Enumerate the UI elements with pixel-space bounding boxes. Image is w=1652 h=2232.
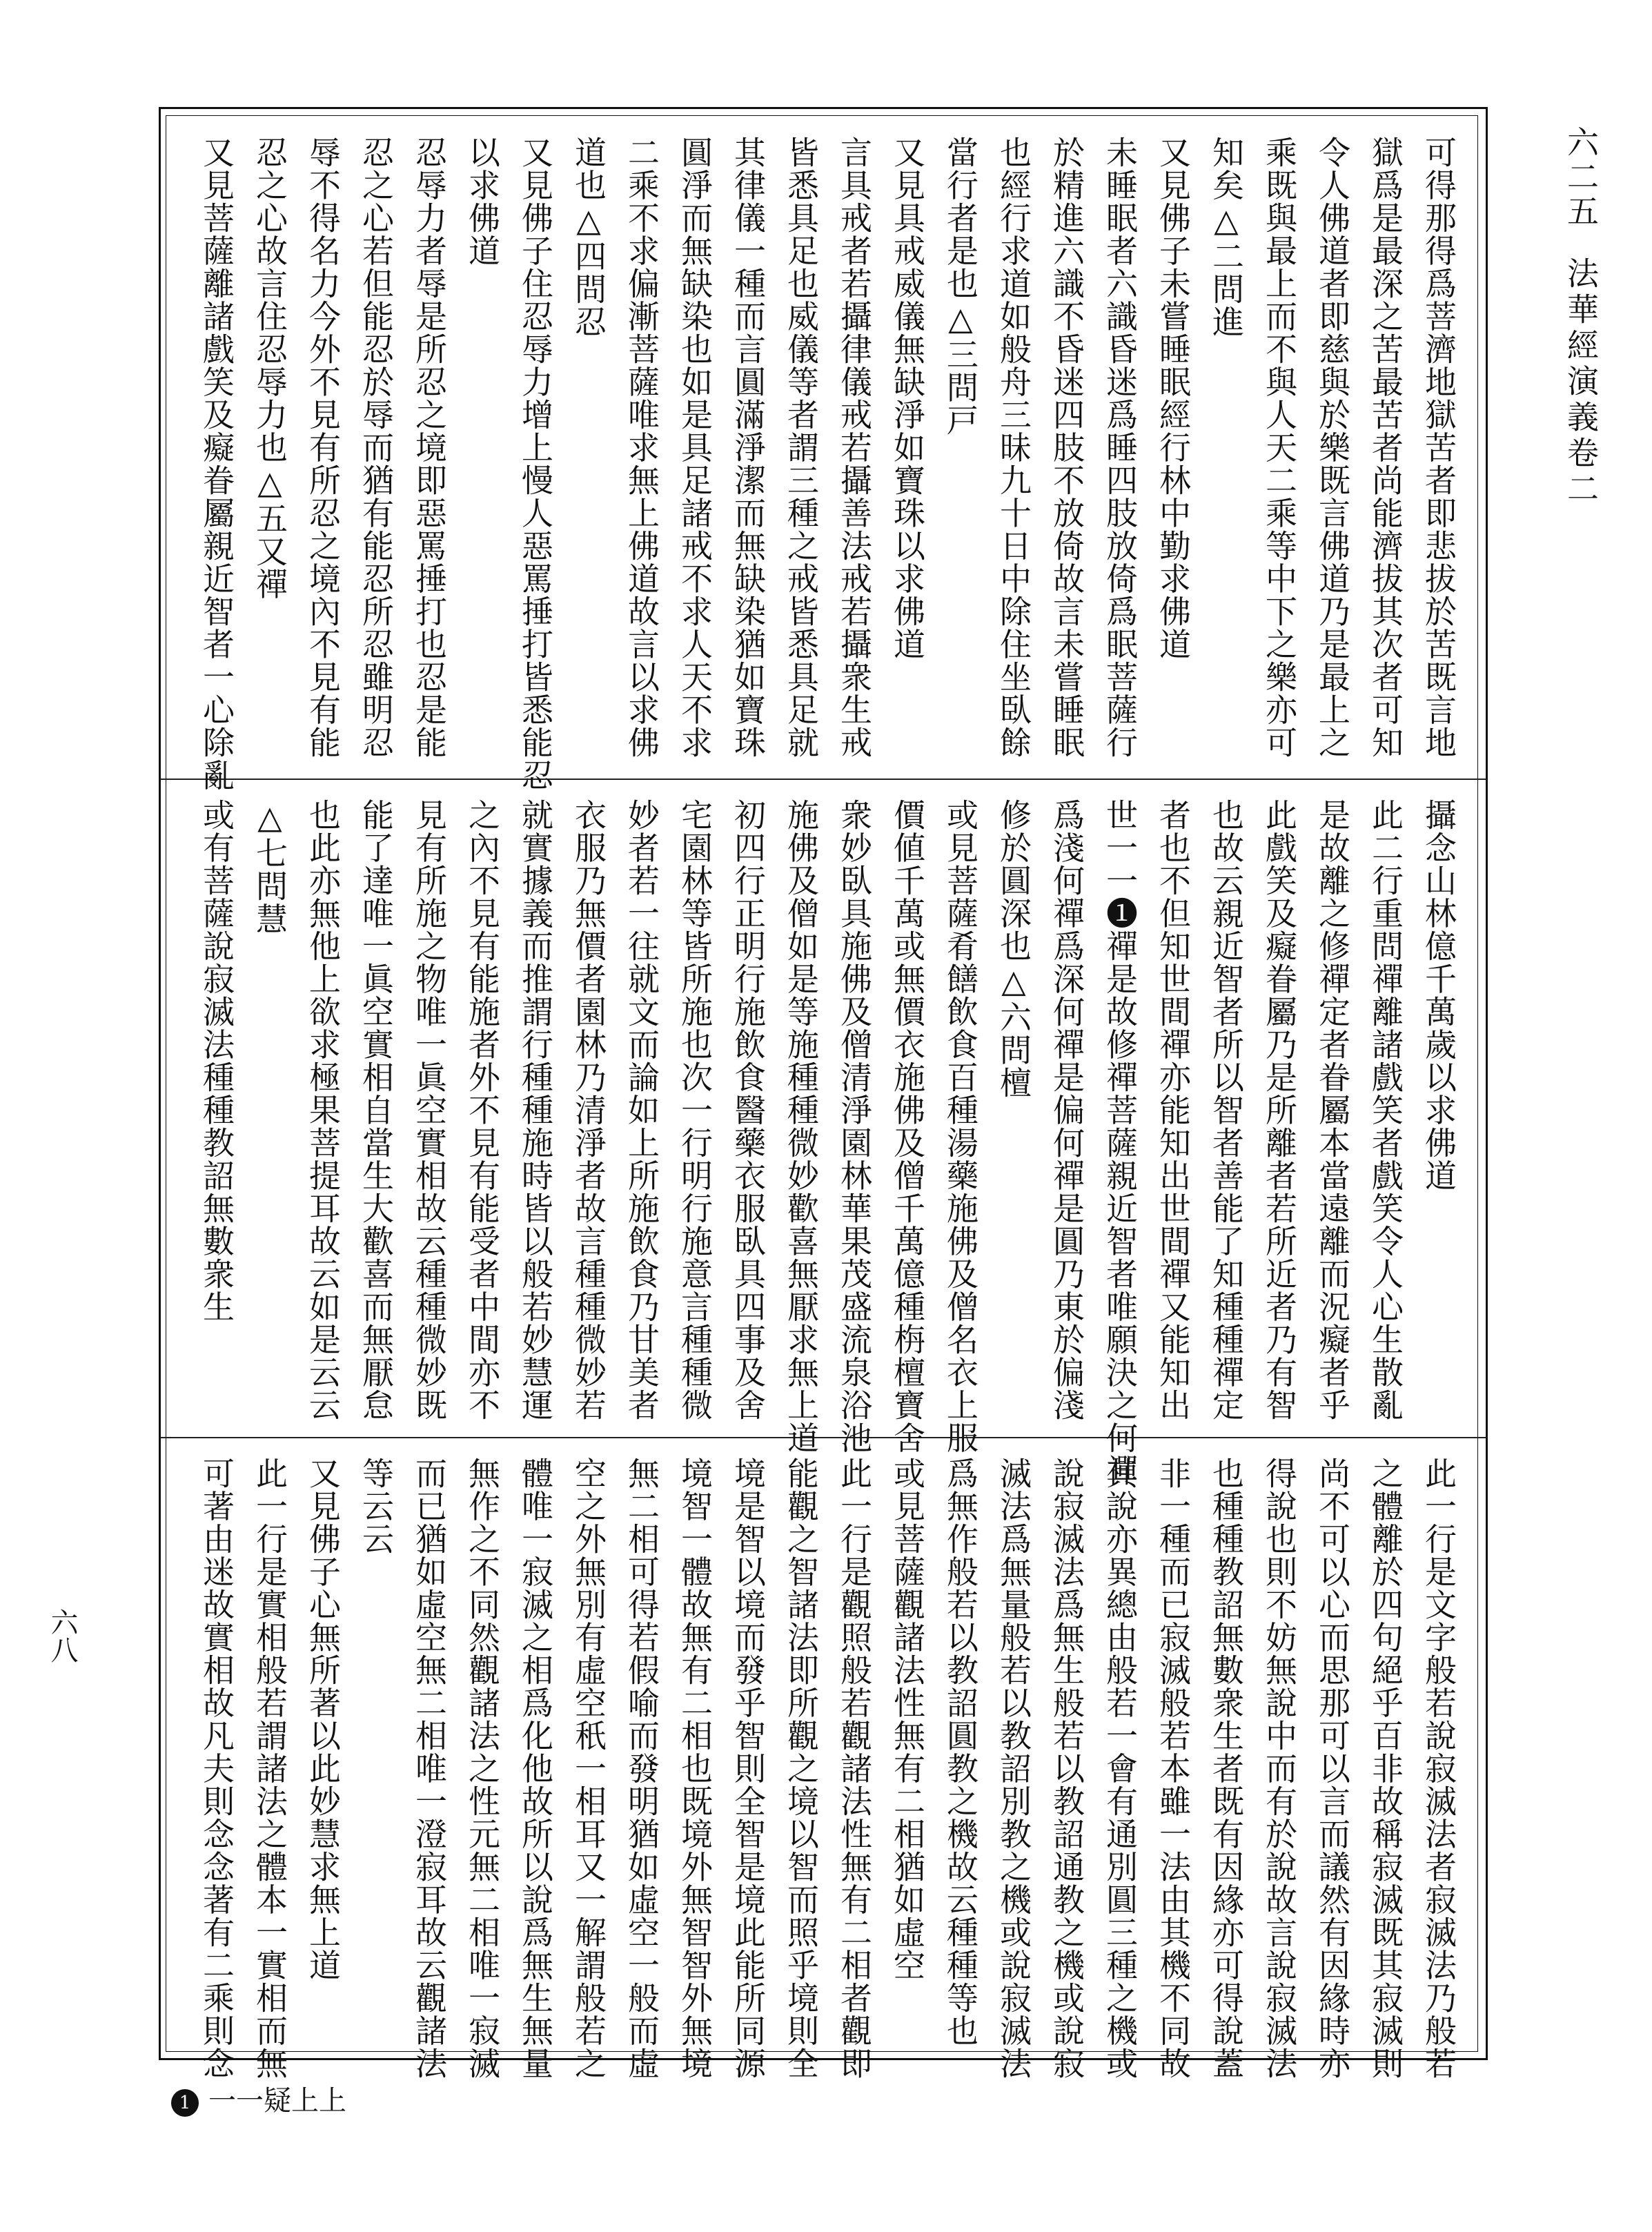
page-number: 六二五 <box>1562 126 1600 229</box>
text-column: 辱不得名力今外不見有所忍之境內不見有能 <box>304 136 342 759</box>
text-column: 未睡眠者六識昏迷爲睡四肢放倚爲眠菩薩行 <box>1101 136 1139 759</box>
text-column: 道也△四問忍 <box>570 136 607 338</box>
folio-number: 六八 <box>46 1608 78 1663</box>
text-column: 又見佛子未嘗睡眠經行林中勤求佛道 <box>1154 136 1192 660</box>
text-column: 二乘不求偏漸菩薩唯求無上佛道故言以求佛 <box>623 136 660 759</box>
text-column: 是故離之修禪定者眷屬本當遠離而況癡者乎 <box>1314 799 1351 1422</box>
text-column: 空之外無別有虛空秖一相耳又一解謂般若之 <box>570 1457 607 2080</box>
text-column: 此一行是實相般若謂諸法之體本一實相而無 <box>251 1457 288 2080</box>
text-column: 爲淺何禪爲深何禪是偏何禪是圓乃東於偏淺 <box>1048 799 1085 1422</box>
register-divider-1 <box>160 779 1486 780</box>
text-column: 言具戒者若攝律儀戒若攝善法戒若攝衆生戒 <box>836 136 873 759</box>
text-column: 當行者是也△三問戸 <box>942 136 979 437</box>
text-column: 見有所施之物唯一眞空實相故云種種微妙既 <box>411 799 448 1422</box>
text-column: 於精進六識不昏迷四肢不放倚故言未嘗睡眠 <box>1048 136 1085 759</box>
text-column: 忍辱力者辱是所忍之境即惡罵捶打也忍是能 <box>411 136 448 759</box>
text-column: 而已猶如虛空無二相唯一澄寂耳故云觀諸法 <box>411 1457 448 2080</box>
text-column: 此一行是文字般若說寂滅法者寂滅法乃般若 <box>1420 1457 1457 2080</box>
text-column: 其律儀一種而言圓滿淨潔而無缺染猶如寶珠 <box>729 136 767 759</box>
text-column: 此一行是觀照般若觀諸法性無有二相者觀即 <box>836 1457 873 2080</box>
text-column: 尚不可以心而思那可以言而議然有因緣時亦 <box>1314 1457 1351 2080</box>
text-column: 也此亦無他上欲求極果菩提耳故云如是云云 <box>304 799 342 1422</box>
text-column: 也故云親近智者所以智者善能了知種種禪定 <box>1208 799 1245 1422</box>
text-column: 令人佛道者即慈與於樂既言佛道乃是最上之 <box>1314 136 1351 759</box>
text-column: 又見菩薩離諸戲笑及癡眷屬親近智者一心除亂 <box>198 136 235 792</box>
text-column: 就實據義而推謂行種種施時皆以般若妙慧運 <box>517 799 554 1422</box>
text-column: 又見佛子住忍辱力增上慢人惡罵捶打皆悉能忍 <box>517 136 554 792</box>
text-column: 能了達唯一眞空實相自當生大歡喜而無厭怠 <box>357 799 395 1422</box>
text-column: 也種種教詔無數衆生者既有因緣亦可得說蓋 <box>1208 1457 1245 2080</box>
register-divider-2 <box>160 1437 1486 1438</box>
text-column: 說寂滅法爲無生般若以教詔通教之機或說寂 <box>1048 1457 1085 2080</box>
text-column: 體唯一寂滅之相爲化他故所以說爲無生無量 <box>517 1457 554 2080</box>
text-column: 境智一體故無有二相也既境外無智智外無境 <box>676 1457 714 2080</box>
text-column: 之體離於四句絕乎百非故稱寂滅既其寂滅則 <box>1367 1457 1404 2080</box>
text-column: 爲無作般若以教詔圓教之機故云種種等也 <box>942 1457 979 2047</box>
text-column: 修於圓深也△六問檀 <box>995 799 1032 1099</box>
text-column: 施佛及僧如是等施種種微妙歡喜無厭求無上道 <box>783 799 820 1454</box>
text-column: 此戲笑及癡眷屬乃是所離者若所近者乃有智 <box>1261 799 1298 1422</box>
text-column: 皆悉具足也威儀等者謂三種之戒皆悉具足就 <box>783 136 820 759</box>
text-column: 獄爲是最深之苦最苦者尚能濟拔其次者可知 <box>1367 136 1404 759</box>
text-column: 此二行重問禪離諸戲笑者戲笑令人心生散亂 <box>1367 799 1404 1422</box>
register-bottom <box>160 1442 1486 2080</box>
text-column: 或見菩薩肴饍飲食百種湯藥施佛及僧名衣上服 <box>942 799 979 1454</box>
text-column: △七問慧 <box>251 799 288 935</box>
text-column: 價値千萬或無價衣施佛及僧千萬億種栴檀寶舍 <box>889 799 926 1454</box>
footnote-text: 一一疑上上 <box>208 2085 346 2117</box>
text-column: 也經行求道如般舟三昧九十日中除住坐臥餘 <box>995 136 1032 759</box>
text-column: 忍之心故言住忍辱力也△五又禪 <box>251 136 288 600</box>
text-column: 之內不見有能施者外不見有能受者中間亦不 <box>464 799 501 1422</box>
text-column: 境是智以境而發乎智則全智是境此能所同源 <box>729 1457 767 2080</box>
footnote <box>171 2079 346 2118</box>
running-header <box>1558 126 1604 508</box>
text-column: 非一種而已寂滅般若本雖一法由其機不同故 <box>1154 1457 1192 2080</box>
text-column: 知矣△二問進 <box>1208 136 1245 338</box>
text-column: 初四行正明行施飲食醫藥衣服臥具四事及舍 <box>729 799 767 1422</box>
text-column: 可得那得爲菩濟地獄苦者即悲拔於苦既言地 <box>1420 136 1457 759</box>
text-column: 衆妙臥具施佛及僧清淨園林華果茂盛流泉浴池 <box>836 799 873 1454</box>
text-column: 其說亦異總由般若一會有通別圓三種之機或 <box>1101 1457 1139 2080</box>
text-column: 可著由迷故實相故凡夫則念念著有二乘則念 <box>198 1457 235 2080</box>
footnote-mark: 1 <box>171 2089 199 2117</box>
text-column: 宅園林等皆所施也次一行明行施意言種種微 <box>676 799 714 1422</box>
text-column: 乘既與最上而不與人天二乘等中下之樂亦可 <box>1261 136 1298 759</box>
text-column: 圓淨而無缺染也如是具足諸戒不求人天不求 <box>676 136 714 759</box>
text-column: 滅法爲無量般若以教詔別教之機或說寂滅法 <box>995 1457 1032 2080</box>
text-column: 無作之不同然觀諸法之性元無二相唯一寂滅 <box>464 1457 501 2080</box>
text-column: 又見具戒威儀無缺淨如寶珠以求佛道 <box>889 136 926 660</box>
text-column: 妙者若一往就文而論如上所施飲食乃甘美者 <box>623 799 660 1422</box>
text-column: 攝念山林億千萬歲以求佛道 <box>1420 799 1457 1192</box>
register-top <box>160 121 1486 792</box>
text-column: 衣服乃無價者園林乃清淨者故言種種微妙若 <box>570 799 607 1422</box>
text-column: 等云云 <box>357 1457 395 1556</box>
text-column: 者也不但知世間禪亦能知出世間禪又能知出 <box>1154 799 1192 1422</box>
text-column: 或有菩薩說寂滅法種種教詔無數衆生 <box>198 799 235 1323</box>
text-column: 忍之心若但能忍於辱而猶有能忍所忍雖明忍 <box>357 136 395 759</box>
text-column: 以求佛道 <box>464 136 501 267</box>
text-column: 世一一❶禪是故修禪菩薩親近智者唯願決之何禪 <box>1101 799 1139 1487</box>
text-column: 能觀之智諸法即所觀之境以智而照乎境則全 <box>783 1457 820 2080</box>
text-column: 無二相可得若假喻而發明猶如虛空一般而虛 <box>623 1457 660 2080</box>
text-column: 得說也則不妨無說中而有於說故言說寂滅法 <box>1261 1457 1298 2080</box>
book-title: 法華經演義卷二 <box>1562 257 1600 508</box>
text-column: 或見菩薩觀諸法性無有二相猶如虛空 <box>889 1457 926 1981</box>
text-column: 又見佛子心無所著以此妙慧求無上道 <box>304 1457 342 1981</box>
register-middle <box>160 783 1486 1487</box>
